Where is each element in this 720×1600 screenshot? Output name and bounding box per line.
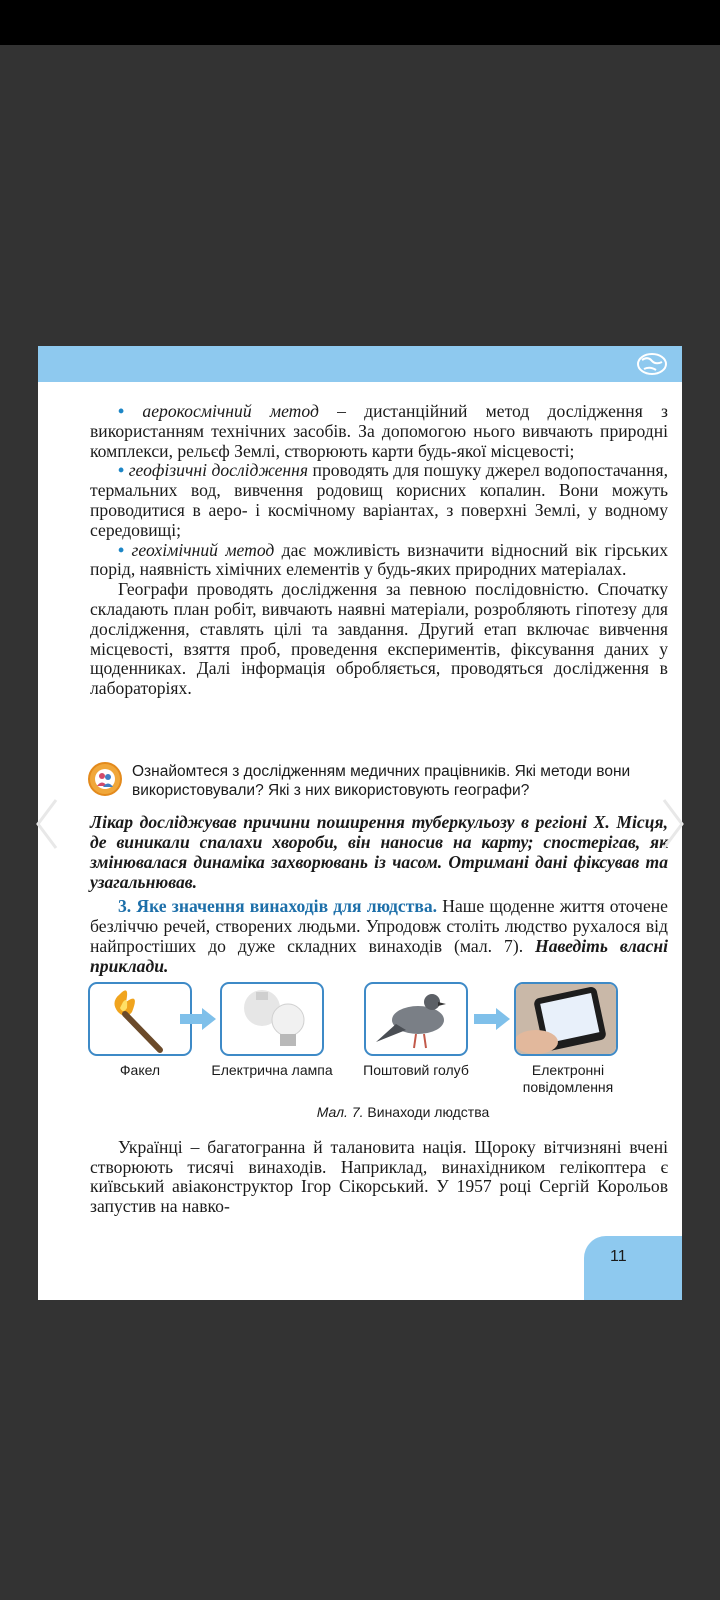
lamp-icon <box>222 984 322 1054</box>
arrow-icon <box>180 1008 216 1030</box>
caption-pigeon: Поштовий голуб <box>363 1062 469 1078</box>
bottom-paragraph: Українці – багатогранна й талановита нація. Щороку вітчизняні вчені створюють тисячі винаходів. Наприклад, винахідником гелікоптера є київський авіаконструктор Ігор Сікорський. У 1957 році Сергій Корольов запустив на навко- <box>90 1137 668 1216</box>
pigeon-icon <box>366 984 466 1054</box>
methods-text <box>90 402 668 699</box>
globe-icon <box>634 350 670 378</box>
arrow-icon <box>474 1008 510 1030</box>
textbook-page <box>38 346 682 1300</box>
bullet-aerospace: • аерокосмічний метод – дистанційний метод дослідження з використанням технічних засобів. За допомогою нього вивчають природні комплекси, рельєф Землі, створюють карти будь-якої місцевості; <box>90 401 668 461</box>
chevron-right-icon[interactable] <box>658 796 688 852</box>
status-bar <box>0 0 720 45</box>
figure-inventions <box>38 982 682 1132</box>
phone-image <box>514 982 618 1056</box>
task-block <box>88 762 678 810</box>
bullet-geophysics: • геофізичні дослідження проводять для пошуку джерел водопостачання, термальних вод, вивчення родовищ корисних копалин. Вони можуть проводитися в аеро- і космічному варіантах, з поверхні Землі, у водному середовищі; <box>90 460 669 540</box>
chevron-left-icon[interactable] <box>32 796 62 852</box>
caption-phone: Електронні повідомлення <box>522 1062 614 1095</box>
inventions-section: 3. Яке значення винаходів для людства. Наше щоденне життя оточене безліччю речей, створених людьми. Упродовж століть людство рухалося від найпростіших до дуже складних винаходів (мал. 7). Наведіть власні приклади. <box>90 896 668 976</box>
pigeon-image <box>364 982 468 1056</box>
phone-icon <box>516 984 616 1054</box>
people-icon <box>88 762 122 796</box>
page-header <box>38 346 682 382</box>
figure-title: Мал. 7. Винаходи людства <box>316 1104 490 1120</box>
caption-lamp: Електрична лампа <box>211 1062 333 1078</box>
torch-image <box>88 982 192 1056</box>
research-paragraph: Географи проводять дослідження за певною послідовністю. Спочатку складають план робіт, вивчають наявні матеріали, розробляють гіпотезу для дослідження, ставлять цілі та завдання. Другий етап включає вивчення місцевості, взяття проб, проведення експериментів, фіксування даних у щоденниках. Далі інформація обробляється, проводяться дослідження в лабораторіях. <box>90 579 668 699</box>
page-number: 11 <box>610 1248 627 1265</box>
page-number-tab <box>584 1236 682 1300</box>
bullet-geochemistry: • геохімічний метод дає можливість визначити відносний вік гірських порід, наявність хімічних елементів у будь-яких природних матеріалах. <box>90 539 669 580</box>
section-title: 3. Яке значення винаходів для людства. <box>118 896 438 916</box>
caption-torch: Факел <box>119 1062 161 1078</box>
lamp-image <box>220 982 324 1056</box>
task-text: Ознайомтеся з дослідженням медичних працівників. Які методи вони використовували? Які з них використовують географи? <box>132 763 631 799</box>
case-text: Лікар досліджував причини поширення туберкульозу в регіоні Х. Місця, де виникали спалахи хвороби, він наносив на карту; спостерігав, як змінювалася динаміка захворювань із часом. Отримані дані фіксував та узагальнював. <box>90 812 668 892</box>
torch-icon <box>90 984 190 1054</box>
